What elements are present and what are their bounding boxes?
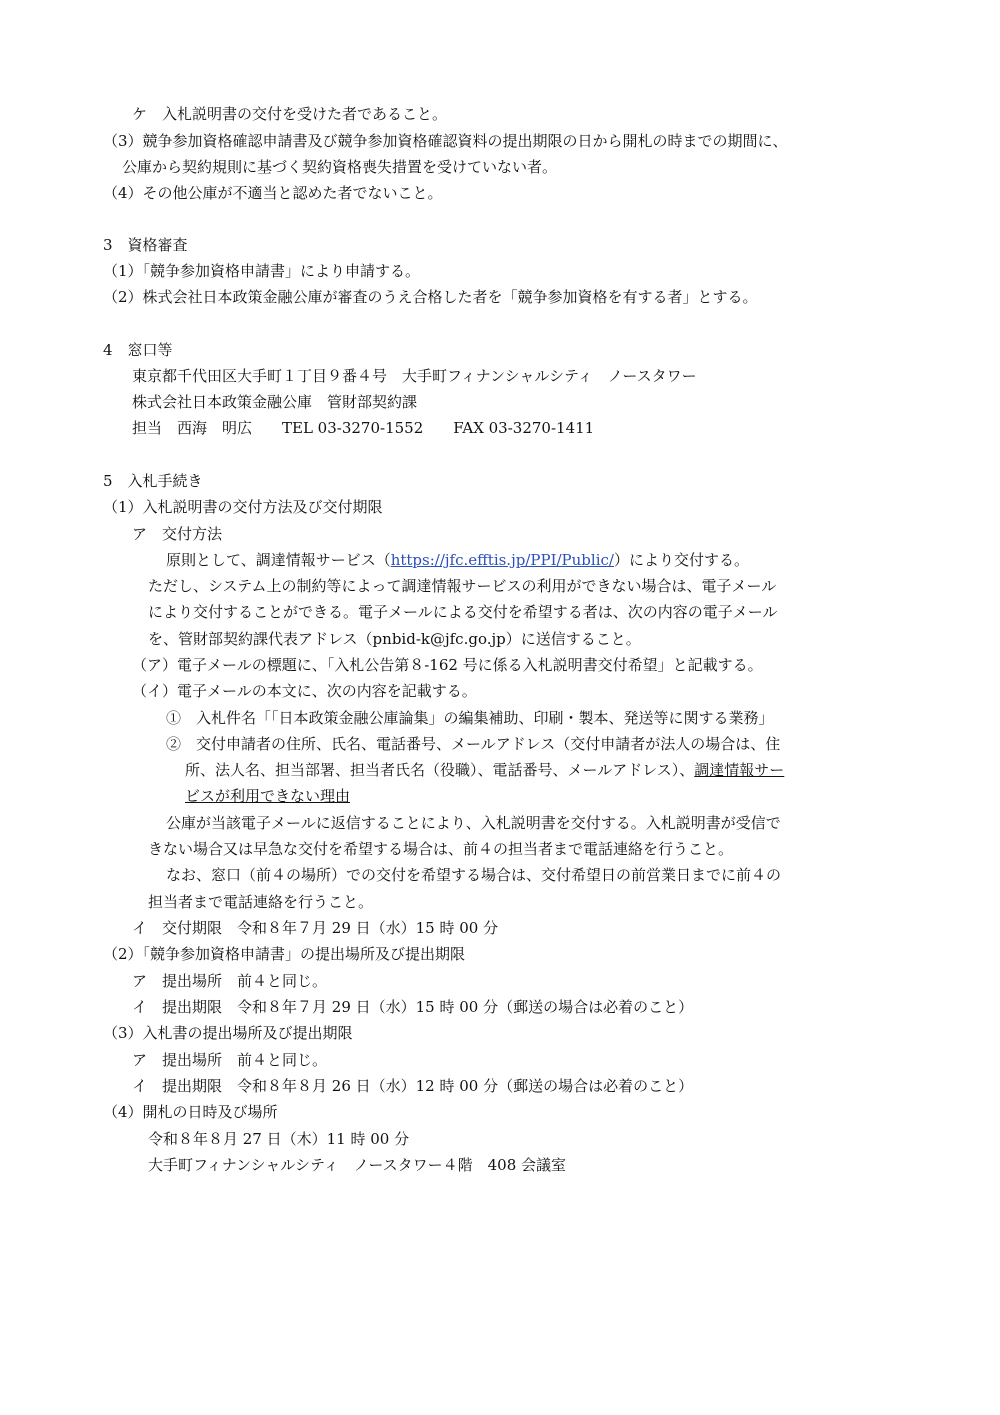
text-line: きない場合又は早急な交付を希望する場合は、前４の担当者まで電話連絡を行うこと。 (148, 840, 734, 858)
text-line: を、管財部契約課代表アドレス（pnbid-k@jfc.go.jp）に送信すること。 (148, 630, 641, 648)
text-segment: 所、法人名、担当部署、担当者氏名（役職）、電話番号、メールアドレス）、 (185, 761, 695, 779)
text-line: （1）入札説明書の交付方法及び交付期限 (103, 498, 383, 516)
section-heading: 5 入札手続き (103, 472, 203, 490)
text-line: イ 提出期限 令和８年８月 26 日（水）12 時 00 分（郵送の場合は必着のこと） (132, 1077, 694, 1095)
text-line: （4）開札の日時及び場所 (103, 1103, 278, 1121)
list-item: ② 交付申請者の住所、氏名、電話番号、メールアドレス（交付申請者が法人の場合は、住 (166, 735, 781, 753)
text-line: （4）その他公庫が不適当と認めた者でないこと。 (103, 184, 443, 202)
text-line: （イ）電子メールの本文に、次の内容を記載する。 (132, 682, 477, 700)
text-line: ただし、システム上の制約等によって調達情報サービスの利用ができない場合は、電子メール (148, 577, 777, 595)
text-line: ア 交付方法 (132, 525, 223, 543)
text-line: （2）「競争参加資格申請書」の提出場所及び提出期限 (103, 945, 466, 963)
text-line: （ア）電子メールの標題に、「入札公告第８-162 号に係る入札説明書交付希望」と記載する。 (132, 656, 763, 674)
section-heading: 4 窓口等 (103, 341, 173, 359)
text-segment: ）により交付する。 (613, 551, 749, 569)
procurement-url-link[interactable]: https://jfc.efftis.jp/PPI/Public/ (390, 551, 614, 569)
text-line: 担当者まで電話連絡を行うこと。 (148, 893, 374, 911)
text-line: ア 提出場所 前４と同じ。 (132, 972, 328, 990)
underlined-text: ビスが利用できない理由 (185, 787, 351, 805)
contact-line: 担当 西海 明広 TEL 03-3270-1552 FAX 03-3270-1411 (132, 419, 595, 437)
text-line: （2）株式会社日本政策金融公庫が審査のうえ合格した者を「競争参加資格を有する者」とする。 (103, 288, 758, 306)
text-line: により交付することができる。電子メールによる交付を希望する者は、次の内容の電子メール (148, 603, 778, 621)
address-line: 東京都千代田区大手町１丁目９番４号 大手町フィナンシャルシティ ノースタワー (132, 367, 697, 385)
text-line (185, 757, 784, 783)
organization-line: 株式会社日本政策金融公庫 管財部契約課 (132, 393, 418, 411)
text-line: イ 交付期限 令和８年７月 29 日（水）15 時 00 分 (132, 919, 499, 937)
text-line (166, 547, 749, 573)
text-line: （3）入札書の提出場所及び提出期限 (103, 1024, 353, 1042)
text-line: ケ 入札説明書の交付を受けた者であること。 (132, 105, 448, 123)
text-line: （3）競争参加資格確認申請書及び競争参加資格確認資料の提出期限の日から開札の時までの期間に、 (103, 132, 788, 150)
text-line: 公庫が当該電子メールに返信することにより、入札説明書を交付する。入札説明書が受信で (166, 814, 781, 832)
text-line: なお、窓口（前４の場所）での交付を希望する場合は、交付希望日の前営業日までに前４の (166, 866, 782, 884)
section-heading: 3 資格審査 (103, 236, 188, 254)
text-line: イ 提出期限 令和８年７月 29 日（水）15 時 00 分（郵送の場合は必着のこと） (132, 998, 694, 1016)
list-item: ① 入札件名「「日本政策金融公庫論集」の編集補助、印刷・製本、発送等に関する業務」 (166, 709, 774, 727)
text-line: 公庫から契約規則に基づく契約資格喪失措置を受けていない者。 (122, 158, 558, 176)
text-line: （1）「競争参加資格申請書」により申請する。 (103, 262, 421, 280)
text-line: ア 提出場所 前４と同じ。 (132, 1051, 328, 1069)
underlined-text: 調達情報サー (694, 761, 785, 779)
date-line: 令和８年８月 27 日（木）11 時 00 分 (148, 1130, 410, 1148)
location-line: 大手町フィナンシャルシティ ノースタワー４階 408 会議室 (148, 1156, 567, 1174)
text-segment: 原則として、調達情報サービス（ (166, 551, 391, 569)
